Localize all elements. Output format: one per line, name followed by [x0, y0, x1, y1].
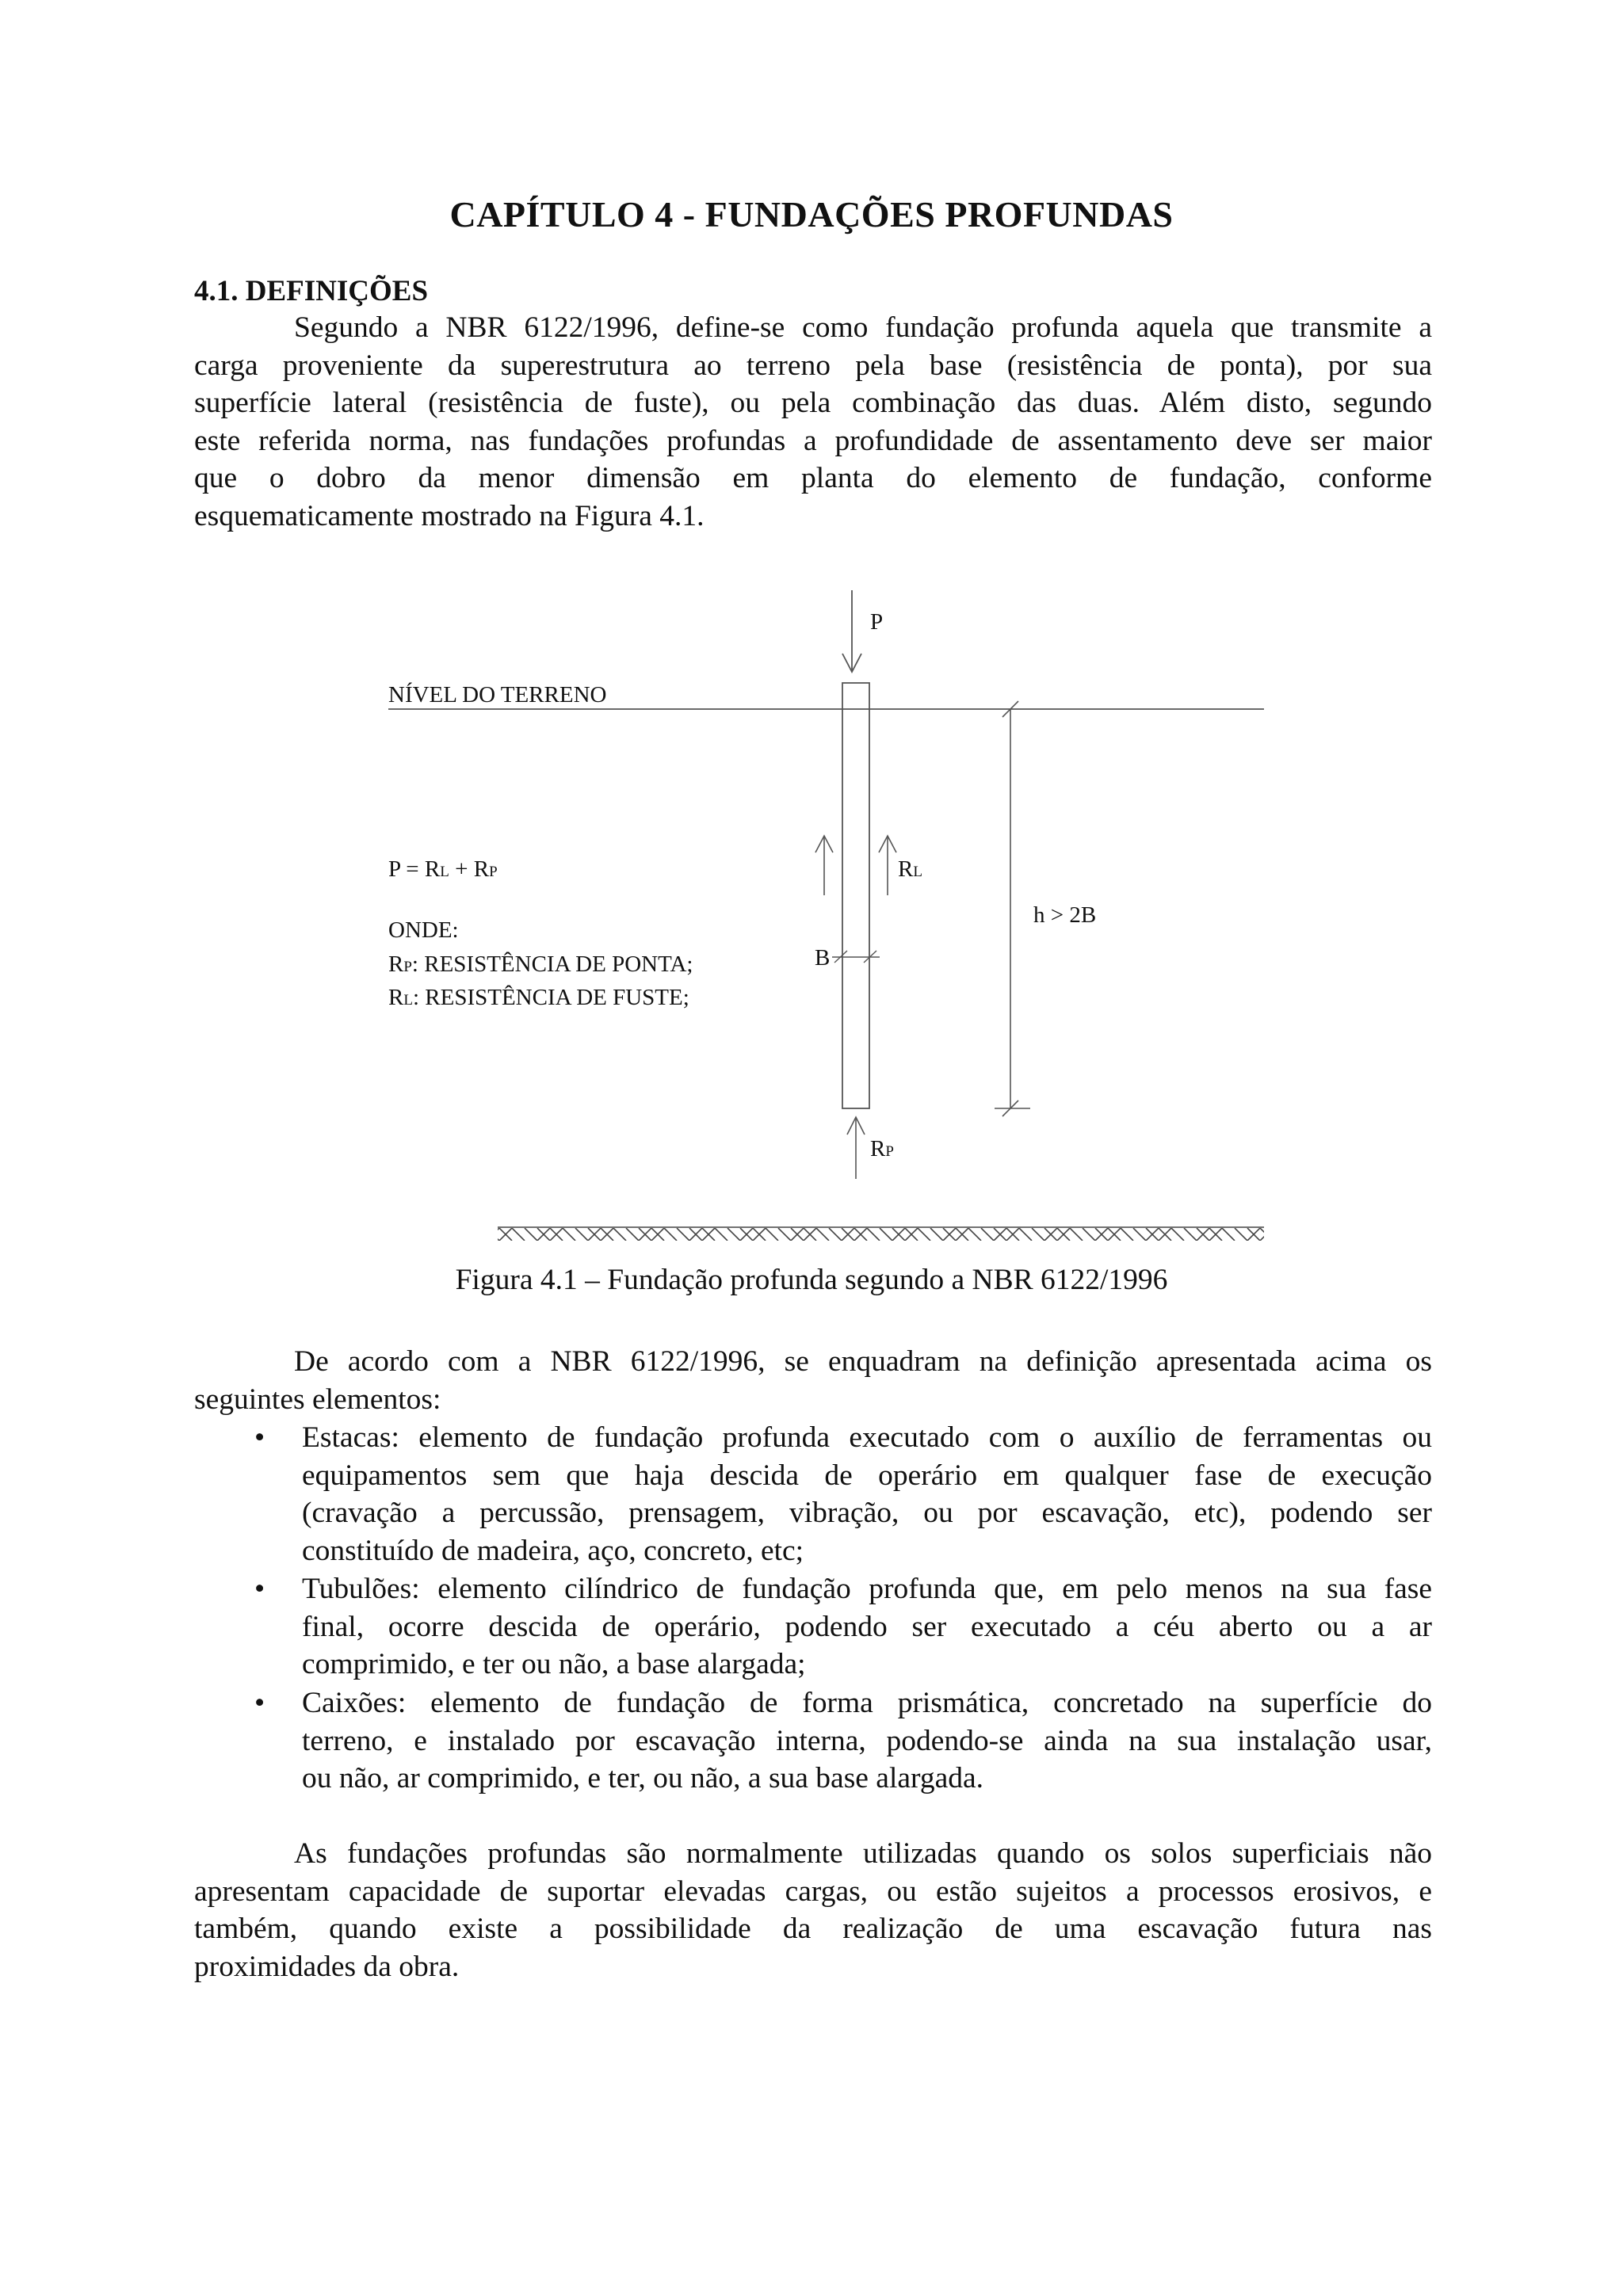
depth-label: h > 2B [1033, 902, 1097, 928]
tip-resistance-label [870, 1135, 894, 1165]
soil-hatch [498, 1228, 1264, 1241]
rl-symbol: R [898, 856, 914, 882]
paragraph-line: carga proveniente da superestrutura ao terreno pela base (resistência de ponta), por sua [194, 349, 1432, 382]
equation-sub-l: L [440, 864, 449, 880]
list-item-line: terreno, e instalado por escavação interna, podendo-se ainda na sua instalação usar, [302, 1724, 1432, 1757]
legend-rp-text: : RESISTÊNCIA DE PONTA; [411, 952, 693, 977]
bullet-icon: • [254, 1421, 265, 1454]
legend-tip-resistance [388, 951, 693, 981]
pile-shaft [842, 683, 869, 1108]
load-label: P [870, 609, 884, 635]
closing-paragraph [194, 1835, 1432, 1985]
list-item-text [302, 1684, 1432, 1798]
bullet-icon: • [254, 1687, 265, 1719]
legend-rl-text: : RESISTÊNCIA DE FUSTE; [412, 985, 689, 1010]
equation-plus: + R [449, 856, 490, 882]
list-item-line: ou não, ar comprimido, e ter, ou não, a sua base alargada. [302, 1762, 983, 1794]
section-heading: 4.1. DEFINIÇÕES [194, 275, 429, 307]
list-item-line: Caixões: elemento de fundação de forma prismática, concretado na superfície do [302, 1687, 1432, 1719]
shaft-resistance-label [898, 856, 922, 886]
paragraph-line: esquematicamente mostrado na Figura 4.1. [194, 499, 705, 532]
paragraph-line: As fundações profundas são normalmente utilizadas quando os solos superficiais não [294, 1837, 1432, 1870]
legend-rp-sub: P [403, 959, 412, 975]
ground-level-label: NÍVEL DO TERRENO [388, 682, 607, 707]
list-item-line: comprimido, e ter ou não, a base alargada; [302, 1648, 806, 1680]
paragraph-line: também, quando existe a possibilidade da realização de uma escavação futura nas [194, 1913, 1432, 1945]
list-item-line: final, ocorre descida de operário, podendo ser executado a céu aberto ou a ar [302, 1610, 1432, 1643]
paragraph-line: De acordo com a NBR 6122/1996, se enquadram na definição apresentada acima os [294, 1345, 1432, 1378]
list-item-line: constituído de madeira, aço, concreto, etc; [302, 1534, 804, 1567]
equation [388, 856, 498, 886]
list-item-line: (cravação a percussão, prensagem, vibração, ou por escavação, etc), podendo ser [302, 1497, 1432, 1529]
equation-sub-p: P [489, 864, 498, 880]
legend-rl-sub: L [403, 992, 413, 1009]
paragraph-line: Segundo a NBR 6122/1996, define-se como fundação profunda aquela que transmite a [294, 311, 1432, 344]
rl-sub: L [913, 864, 922, 880]
figure-caption: Figura 4.1 – Fundação profunda segundo a NBR 6122/1996 [455, 1264, 1168, 1296]
bullet-icon: • [254, 1573, 265, 1605]
legend-shaft-resistance [388, 984, 689, 1014]
list-item-line: Estacas: elemento de fundação profunda executado com o auxílio de ferramentas ou [302, 1421, 1432, 1454]
list-item-line: equipamentos sem que haja descida de operário em qualquer fase de execução [302, 1459, 1432, 1492]
paragraph-line: que o dobro da menor dimensão em planta do elemento de fundação, conforme [194, 462, 1432, 494]
list-item-text [302, 1570, 1432, 1684]
rp-symbol: R [870, 1136, 886, 1161]
paragraph-line: superfície lateral (resistência de fuste), ou pela combinação das duas. Além disto, segundo [194, 387, 1432, 419]
legend-rp-symbol: R [388, 952, 404, 977]
list-item-line: Tubulões: elemento cilíndrico de fundação profunda que, em pelo menos na sua fase [302, 1573, 1432, 1605]
paragraph-line: seguintes elementos: [194, 1383, 441, 1416]
width-label: B [815, 945, 831, 971]
paragraph-line: este referida norma, nas fundações profundas a profundidade de assentamento deve ser maior [194, 424, 1432, 457]
chapter-title: CAPÍTULO 4 - FUNDAÇÕES PROFUNDAS [449, 194, 1174, 235]
paragraph-line: apresentam capacidade de suportar elevadas cargas, ou estão sujeitos a processos erosivos, e [194, 1875, 1432, 1908]
list-item-text [302, 1419, 1432, 1569]
equation-lhs: P = R [388, 856, 441, 882]
where-label: ONDE: [388, 917, 459, 943]
legend-rl-symbol: R [388, 985, 404, 1010]
paragraph-line: proximidades da obra. [194, 1950, 460, 1983]
list-intro-paragraph [194, 1343, 1432, 1418]
rp-sub: P [885, 1143, 894, 1160]
